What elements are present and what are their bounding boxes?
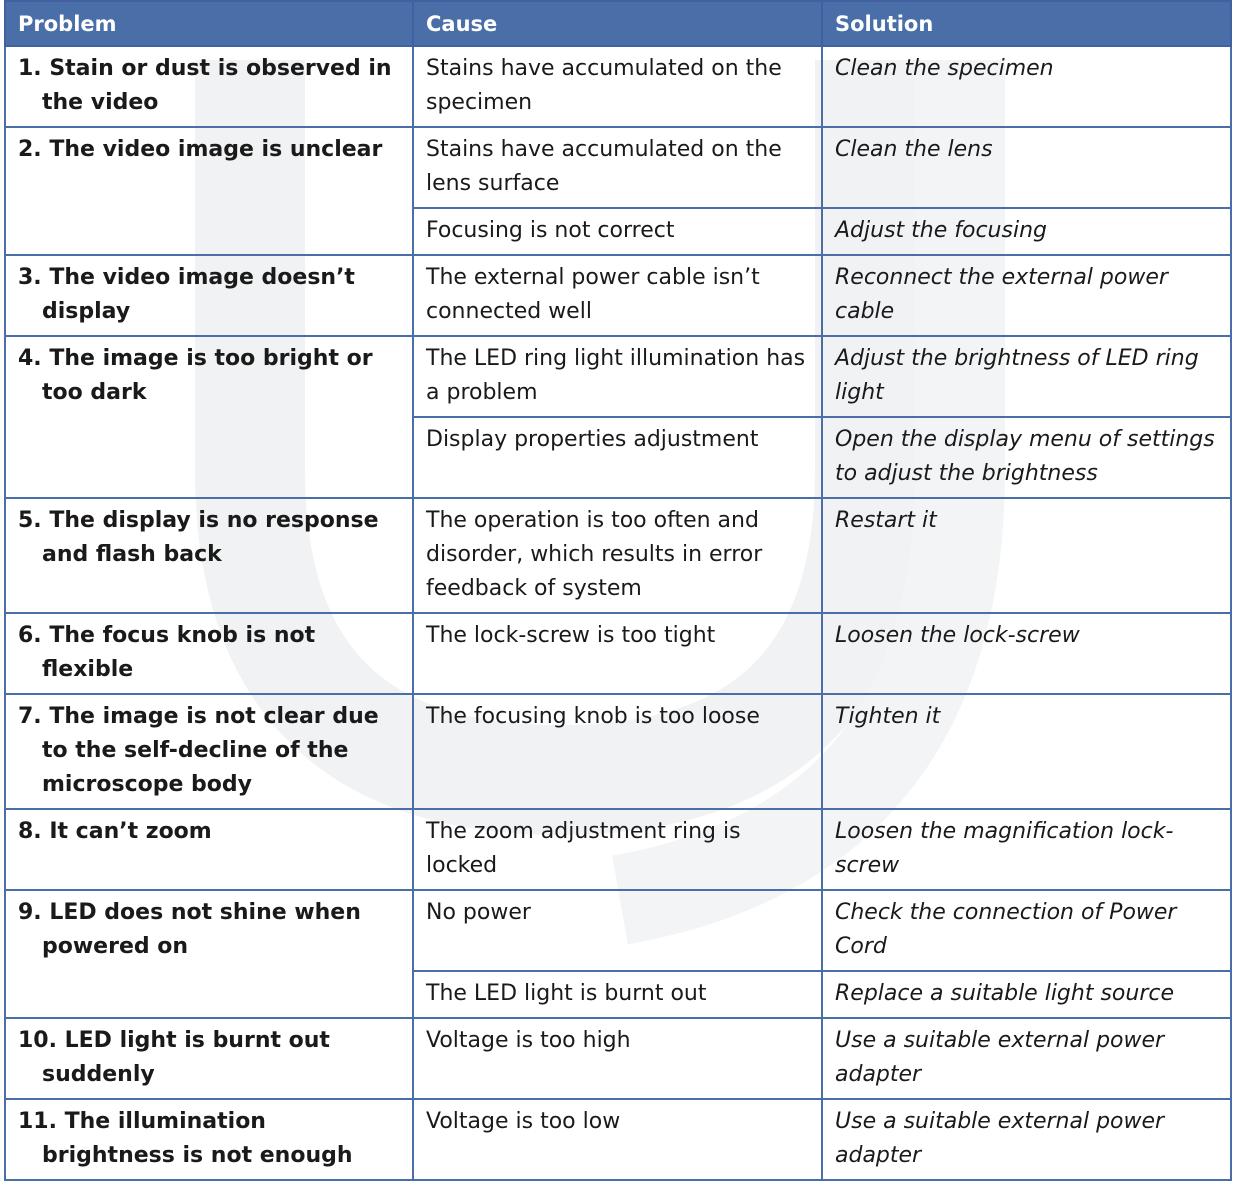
table-row [5,127,1231,208]
table-row [5,694,1231,809]
header-row [5,1,1231,46]
problem-cell [5,336,413,498]
table-row [5,336,1231,417]
troubleshooting-table [4,0,1232,1181]
problem-cell [5,255,413,336]
solution-cell: Adjust the brightness of LED ring light [822,336,1231,417]
table-row [5,809,1231,890]
problem-cell [5,127,413,255]
cause-cell: The LED light is burnt out [413,971,822,1018]
solution-cell: Use a suitable external power adapter [822,1099,1231,1180]
cause-cell: The focusing knob is too loose [413,694,822,809]
cause-cell: The external power cable isn’t connected well [413,255,822,336]
problem-cell [5,809,413,890]
solution-cell: Loosen the lock-screw [822,613,1231,694]
problem-cell [5,1099,413,1180]
cause-cell: The operation is too often and disorder, which results in error feedback of system [413,498,822,613]
problem-text: 1. Stain or dust is observed in the video [18,56,392,115]
solution-cell: Clean the specimen [822,46,1231,127]
solution-cell: Check the connection of Power Cord [822,890,1231,971]
table-row [5,890,1231,971]
table-row [5,613,1231,694]
problem-text: 8. It can’t zoom [18,819,212,844]
cause-cell: The LED ring light illumination has a problem [413,336,822,417]
cause-cell: Display properties adjustment [413,417,822,498]
problem-text: 3. The video image doesn’t display [18,265,355,324]
cause-cell: The lock-screw is too tight [413,613,822,694]
cause-cell: Voltage is too low [413,1099,822,1180]
cause-cell: Stains have accumulated on the specimen [413,46,822,127]
problem-cell [5,498,413,613]
table-row [5,255,1231,336]
problem-cell [5,613,413,694]
problem-cell [5,890,413,1018]
problem-cell [5,694,413,809]
problem-text: 6. The focus knob is not flexible [18,623,316,682]
solution-cell: Adjust the focusing [822,208,1231,255]
problem-text: 5. The display is no response and flash back [18,508,379,567]
solution-cell: Replace a suitable light source [822,971,1231,1018]
solution-cell: Tighten it [822,694,1231,809]
table-row [5,498,1231,613]
table-row [5,1099,1231,1180]
cause-cell: The zoom adjustment ring is locked [413,809,822,890]
cause-cell: Focusing is not correct [413,208,822,255]
problem-text: 10. LED light is burnt out suddenly [18,1028,330,1087]
header-problem: Problem [5,1,413,46]
problem-cell [5,1018,413,1099]
cause-cell: Voltage is too high [413,1018,822,1099]
header-cause: Cause [413,1,822,46]
solution-cell: Reconnect the external power cable [822,255,1231,336]
solution-cell: Open the display menu of settings to adjust the brightness [822,417,1231,498]
problem-text: 7. The image is not clear due to the self-decline of the microscope body [18,704,379,797]
table-body [5,46,1231,1180]
problem-text: 2. The video image is unclear [18,137,383,162]
cause-cell: Stains have accumulated on the lens surface [413,127,822,208]
problem-text: 4. The image is too bright or too dark [18,346,373,405]
problem-text: 11. The illumination brightness is not enough [18,1109,353,1168]
problem-cell [5,46,413,127]
cause-cell: No power [413,890,822,971]
solution-cell: Use a suitable external power adapter [822,1018,1231,1099]
table-row [5,1018,1231,1099]
solution-cell: Restart it [822,498,1231,613]
problem-text: 9. LED does not shine when powered on [18,900,361,959]
solution-cell: Loosen the magnification lock-screw [822,809,1231,890]
solution-cell: Clean the lens [822,127,1231,208]
header-solution: Solution [822,1,1231,46]
table-row [5,46,1231,127]
